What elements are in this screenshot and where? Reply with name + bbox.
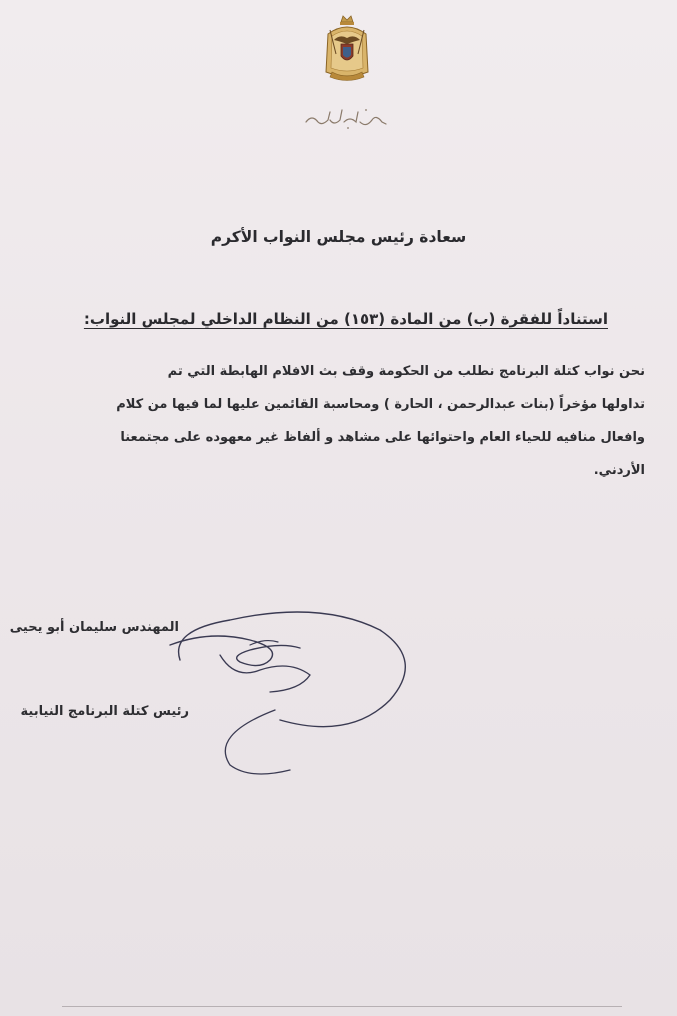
handwritten-signature-icon (150, 590, 420, 780)
letter-body (65, 355, 645, 487)
signatory-name: المهندس سليمان أبو يحيى (9, 620, 179, 635)
institution-calligraphy-logo (300, 104, 392, 134)
body-line: الأردني. (593, 463, 645, 478)
body-line: تداولها مؤخراً (بنات عبدالرحمن ، الحارة ) ومحاسبة القائمين عليها لما فيها من كلام (116, 397, 645, 412)
signatory-title: رئيس كتلة البرنامج النيابية (20, 704, 189, 719)
subject-line: استناداً للفقرة (ب) من المادة (١٥٣) من النظام الداخلي لمجلس النواب: (83, 310, 608, 328)
body-line: وافعال منافيه للحياء العام واحتوائها على مشاهد و ألفاظ غير معهوده على مجتمعنا (120, 430, 645, 445)
salutation: سعادة رئيس مجلس النواب الأكرم (210, 228, 467, 246)
footer-divider (62, 1006, 622, 1007)
body-line: نحن نواب كتلة البرنامج نطلب من الحكومة وقف بث الافلام الهابطة التي تم (167, 364, 645, 379)
jordan-coat-of-arms-icon (322, 14, 372, 84)
